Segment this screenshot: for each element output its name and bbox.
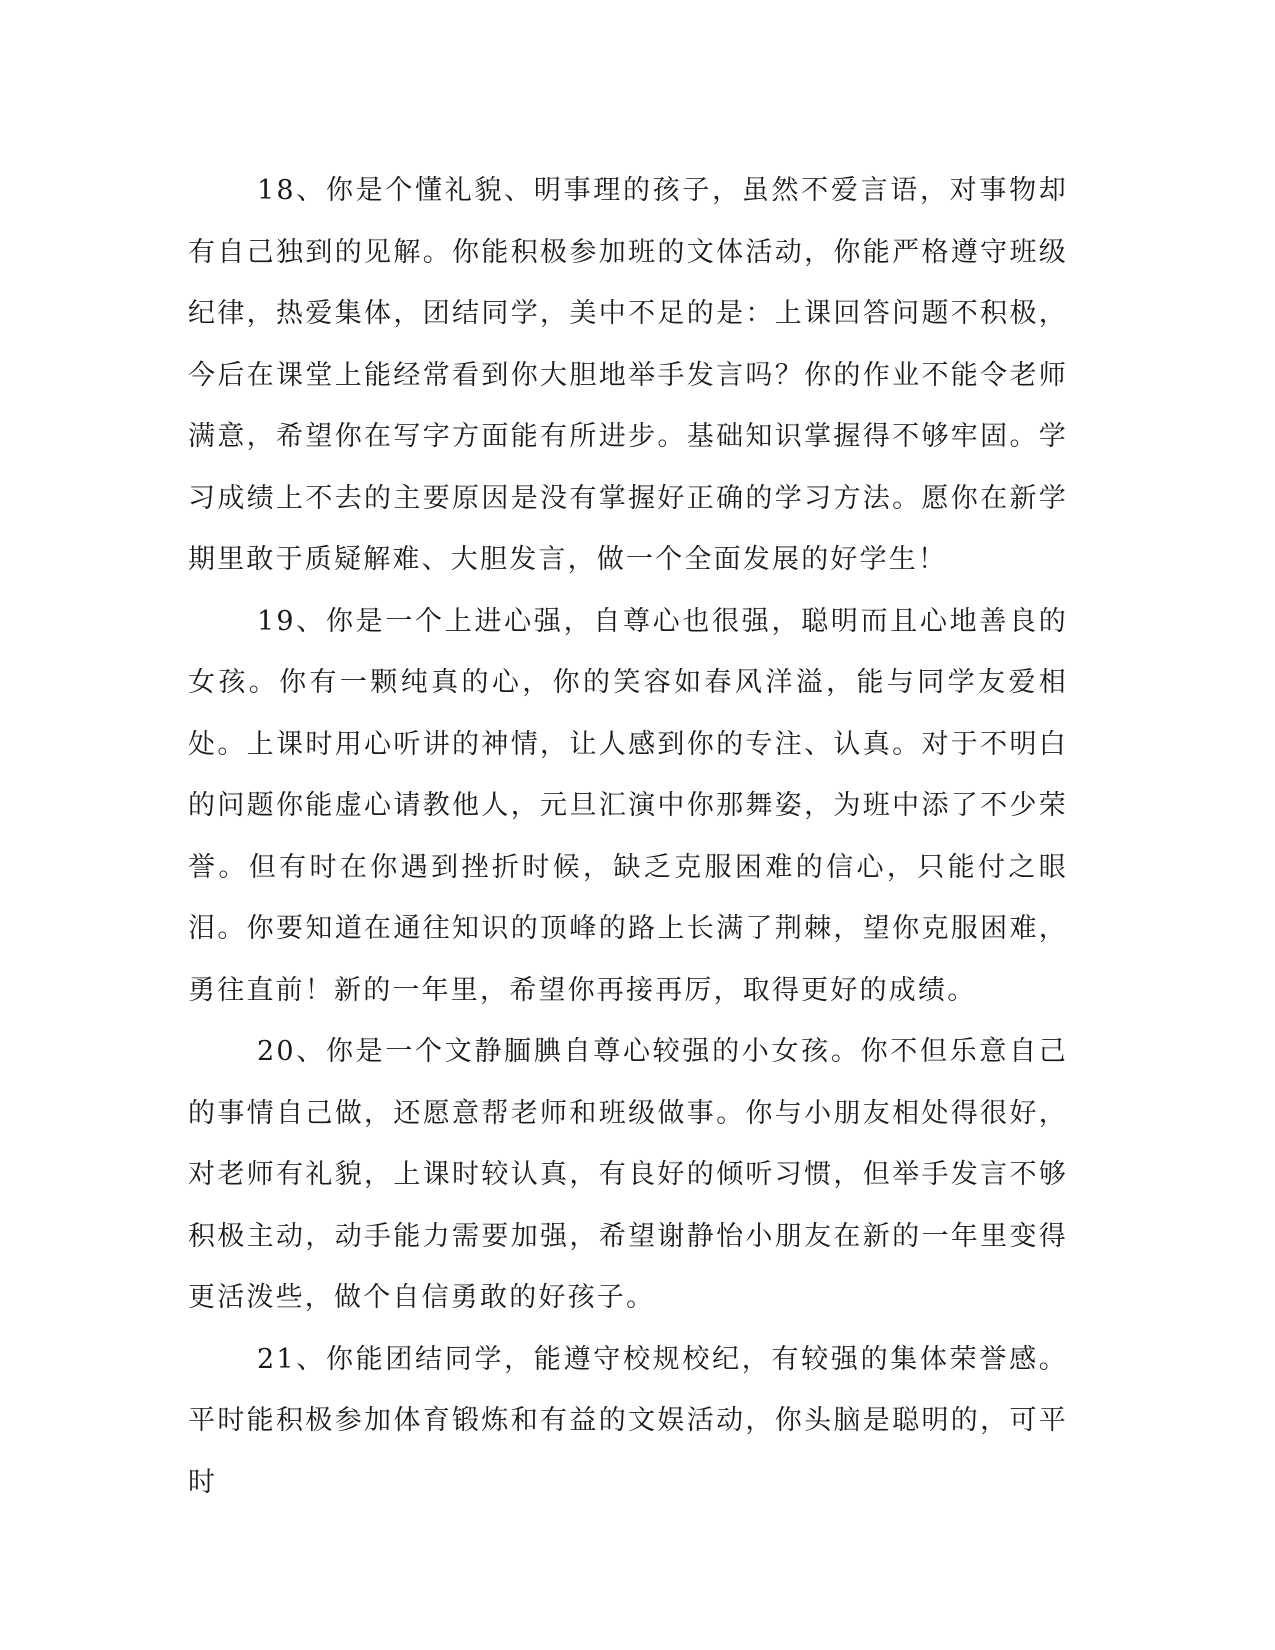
document-body	[188, 160, 1068, 1513]
comment-paragraph-18: 18、你是个懂礼貌、明事理的孩子，虽然不爱言语，对事物却有自己独到的见解。你能积极参加班的文体活动，你能严格遵守班级纪律，热爱集体，团结同学，美中不足的是：上课回答问题不积极，今后在课堂上能经常看到你大胆地举手发言吗？你的作业不能令老师满意，希望你在写字方面能有所进步。基础知识掌握得不够牢固。学习成绩上不去的主要原因是没有掌握好正确的学习方法。愿你在新学期里敢于质疑解难、大胆发言，做一个全面发展的好学生！	[188, 175, 1068, 575]
comment-paragraph-21: 21、你能团结同学，能遵守校规校纪，有较强的集体荣誉感。平时能积极参加体育锻炼和有益的文娱活动，你头脑是聪明的，可平时	[188, 1343, 1068, 1498]
comment-paragraph-20: 20、你是一个文静腼腆自尊心较强的小女孩。你不但乐意自己的事情自己做，还愿意帮老师和班级做事。你与小朋友相处得很好，对老师有礼貌，上课时较认真，有良好的倾听习惯，但举手发言不够积极主动，动手能力需要加强，希望谢静怡小朋友在新的一年里变得更活泼些，做个自信勇敢的好孩子。	[188, 1036, 1068, 1313]
comment-paragraph-19: 19、你是一个上进心强，自尊心也很强，聪明而且心地善良的女孩。你有一颗纯真的心，你的笑容如春风洋溢，能与同学友爱相处。上课时用心听讲的神情，让人感到你的专注、认真。对于不明白的问题你能虚心请教他人，元旦汇演中你那舞姿，为班中添了不少荣誉。但有时在你遇到挫折时候，缺乏克服困难的信心，只能付之眼泪。你要知道在通往知识的顶峰的路上长满了荆棘，望你克服困难，勇往直前！新的一年里，希望你再接再厉，取得更好的成绩。	[188, 605, 1068, 1006]
